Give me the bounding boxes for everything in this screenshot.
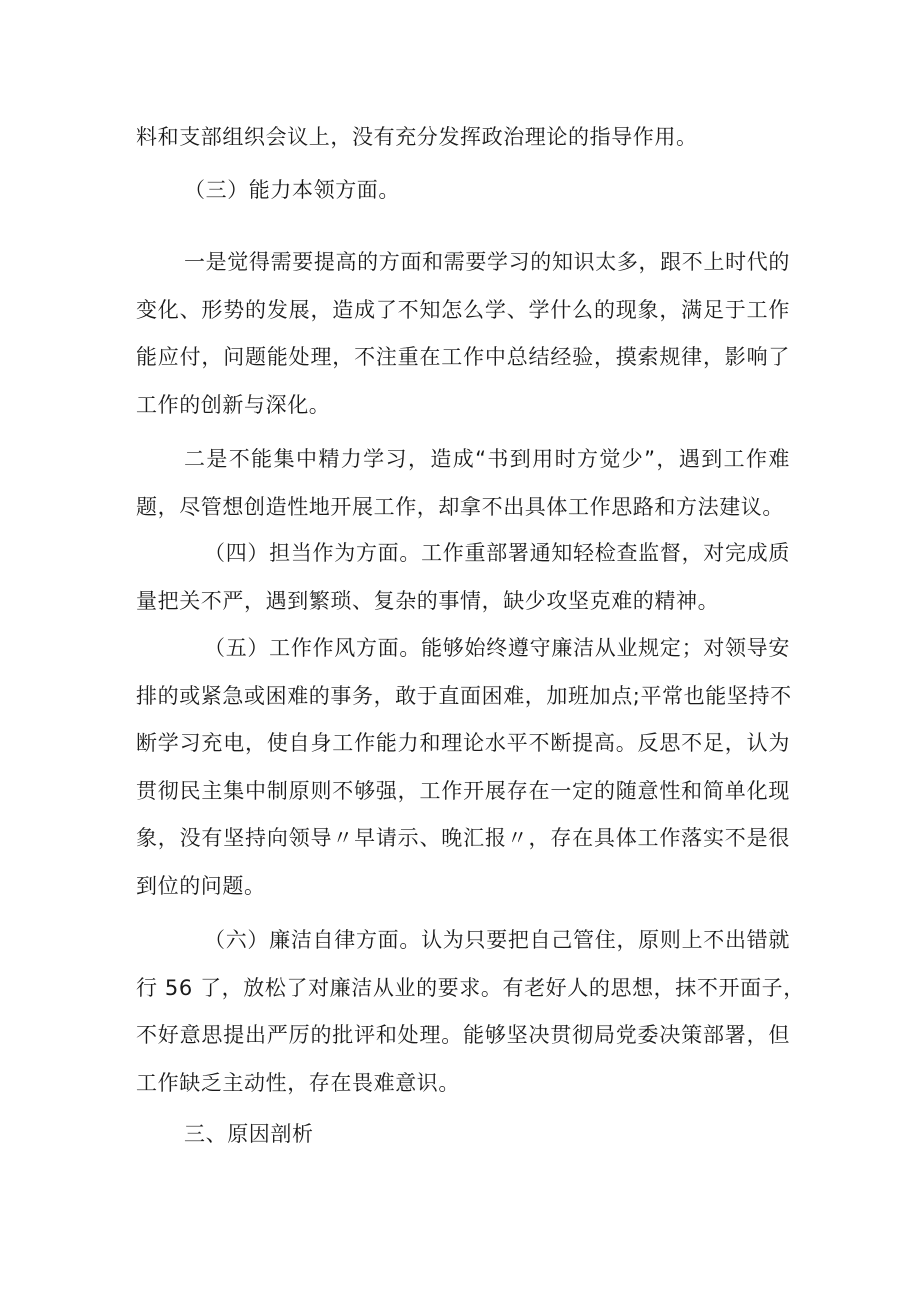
text-line: 能应付，问题能处理，不注重在工作中总结经验，摸索规律，影响了 xyxy=(136,345,790,369)
text-line: 排的或紧急或困难的事务，敢于直面困难，加班加点;平常也能坚持不 xyxy=(136,683,792,708)
paragraph-section-6 xyxy=(136,917,805,1107)
paragraph-item-2 xyxy=(136,436,790,531)
text-line: （五）工作作风方面。能够始终遵守廉洁从业规定；对领导安 xyxy=(204,636,790,660)
text-line: 题，尽管想创造性地开展工作，却拿不出具体工作思路和方法建议。 xyxy=(136,494,784,519)
text-line: 不好意思提出严厉的批评和处理。能够坚决贯彻局党委决策部署，但 xyxy=(136,1023,790,1047)
text-line: 断学习充电，使自身工作能力和理论水平不断提高。反思不足，认为 xyxy=(136,731,790,755)
paragraph-item-1 xyxy=(136,239,790,429)
paragraph-section-4 xyxy=(136,530,790,625)
text-line: 工作的创新与深化。 xyxy=(136,392,331,417)
paragraph-section-5 xyxy=(136,625,790,910)
text-line: 料和支部组织会议上，没有充分发挥政治理论的指导作用。 xyxy=(136,125,698,149)
text-line: 变化、形势的发展，造成了不知怎么学、学什么的现象，满足于工作 xyxy=(136,297,790,322)
text-line: 象，没有坚持向领导〃早请示、晚汇报〃，存在具体工作落实不是很 xyxy=(136,826,790,850)
text-line: 贯彻民主集中制原则不够强，工作开展存在一定的随意性和简单化现 xyxy=(136,778,790,803)
text-line: 量把关不严，遇到繁琐、复杂的事情，缺少攻坚克难的精神。 xyxy=(136,588,720,613)
text-line: （六）廉洁自律方面。认为只要把自己管住，原则上不出错就 xyxy=(204,928,790,952)
text-line: 一是觉得需要提高的方面和需要学习的知识太多，跟不上时代的 xyxy=(184,250,790,274)
text-line: 工作缺乏主动性，存在畏难意识。 xyxy=(136,1070,460,1095)
text-line: （四）担当作为方面。工作重部署通知轻检查监督，对完成质 xyxy=(204,541,790,565)
text-line: 二是不能集中精力学习，造成“书到用时方觉少”，遇到工作难 xyxy=(184,447,790,471)
paragraph-continuation xyxy=(136,114,790,162)
text-line: 行 56 了，放松了对廉洁从业的要求。有老好人的思想，抹不开面子， xyxy=(136,975,805,1000)
text-line: 到位的问题。 xyxy=(136,873,266,898)
section-heading-3: （三）能力本领方面。 xyxy=(184,178,400,202)
section-heading-cause-analysis: 三、原因剖析 xyxy=(184,1122,314,1146)
